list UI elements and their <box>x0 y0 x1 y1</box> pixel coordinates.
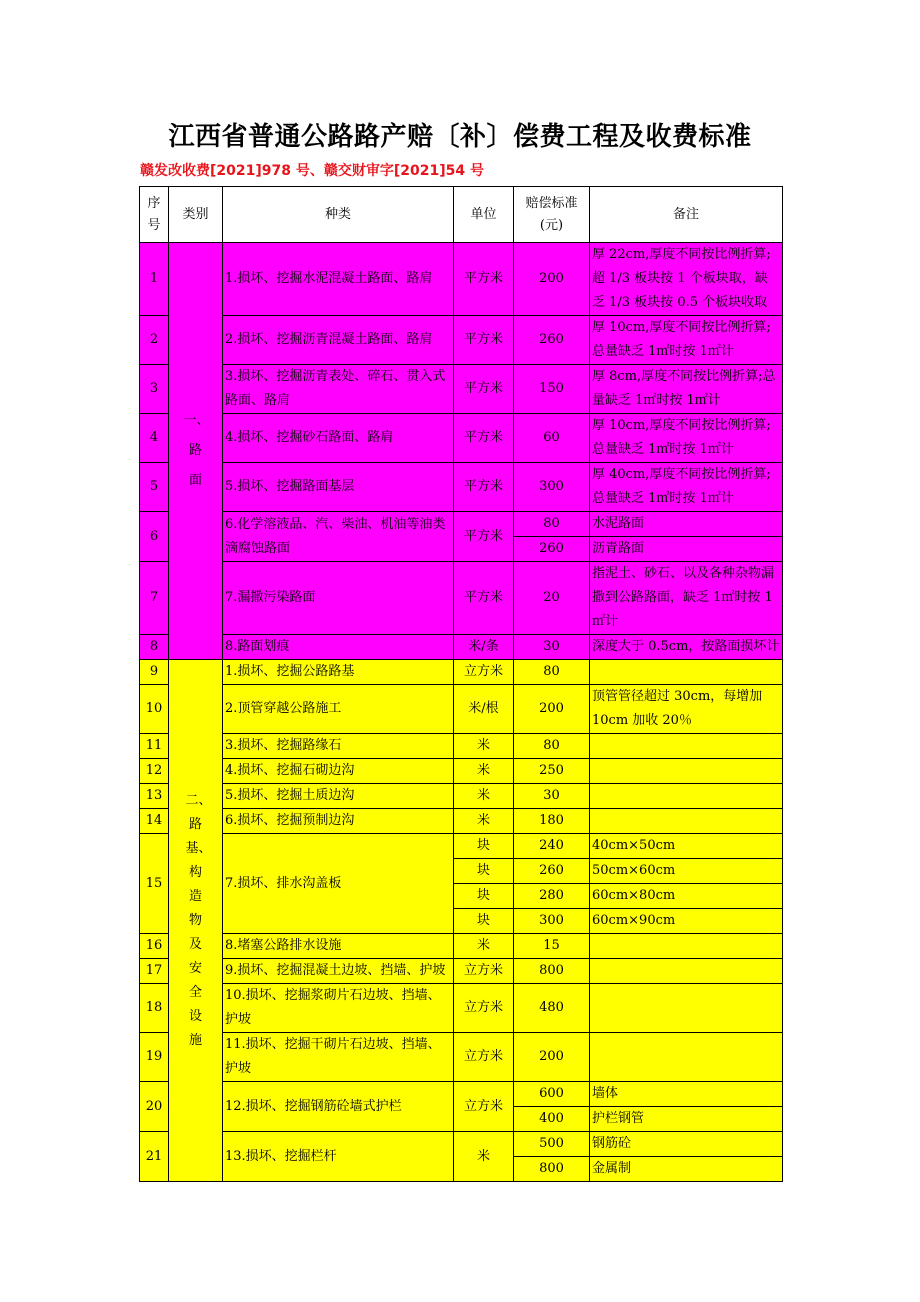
row-kind: 10.损坏、挖掘浆砌片石边坡、挡墙、护坡 <box>223 984 454 1033</box>
row-kind: 3.损坏、挖掘路缘石 <box>223 734 454 759</box>
row-seq: 8 <box>140 635 169 660</box>
row-note: 60cm×90cm <box>590 909 783 934</box>
row-kind: 4.损坏、挖掘石砌边沟 <box>223 759 454 784</box>
row-price: 180 <box>514 809 590 834</box>
page-title: 江西省普通公路路产赔〔补〕偿费工程及收费标准 <box>168 122 752 152</box>
row-unit: 米 <box>454 1132 514 1182</box>
row-kind: 3.损坏、挖掘沥青表处、碎石、贯入式路面、路肩 <box>223 365 454 414</box>
row-price: 800 <box>514 1157 590 1182</box>
table-row <box>140 562 783 635</box>
row-seq: 1 <box>140 243 169 316</box>
row-unit: 立方米 <box>454 959 514 984</box>
row-note: 厚 10cm,厚度不同按比例折算;总量缺乏 1㎡时按 1㎡计 <box>590 316 783 365</box>
row-note: 厚 40cm,厚度不同按比例折算;总量缺乏 1㎡时按 1㎡计 <box>590 463 783 512</box>
row-note: 厚 10cm,厚度不同按比例折算;总量缺乏 1㎡时按 1㎡计 <box>590 414 783 463</box>
header-seq: 序号 <box>140 187 169 243</box>
row-unit: 米 <box>454 759 514 784</box>
table-row <box>140 809 783 834</box>
row-unit: 块 <box>454 909 514 934</box>
row-price: 60 <box>514 414 590 463</box>
row-price: 800 <box>514 959 590 984</box>
table-row <box>140 463 783 512</box>
table-row <box>140 365 783 414</box>
row-kind: 8.路面划痕 <box>223 635 454 660</box>
row-price: 260 <box>514 537 590 562</box>
table-row <box>140 316 783 365</box>
row-unit: 立方米 <box>454 1033 514 1082</box>
row-price: 15 <box>514 934 590 959</box>
row-seq: 5 <box>140 463 169 512</box>
row-price: 150 <box>514 365 590 414</box>
row-price: 260 <box>514 859 590 884</box>
row-note: 护栏钢管 <box>590 1107 783 1132</box>
table-row <box>140 834 783 859</box>
row-seq: 16 <box>140 934 169 959</box>
row-seq: 11 <box>140 734 169 759</box>
row-note: 墙体 <box>590 1082 783 1107</box>
row-seq: 21 <box>140 1132 169 1182</box>
row-price: 80 <box>514 734 590 759</box>
fee-standard-table <box>139 186 783 1182</box>
row-note: 沥青路面 <box>590 537 783 562</box>
row-seq: 20 <box>140 1082 169 1132</box>
row-unit: 平方米 <box>454 562 514 635</box>
row-unit: 米 <box>454 784 514 809</box>
row-kind: 9.损坏、挖掘混凝土边坡、挡墙、护坡 <box>223 959 454 984</box>
row-note <box>590 984 783 1033</box>
table-row <box>140 685 783 734</box>
row-note <box>590 660 783 685</box>
table-row <box>140 512 783 537</box>
row-price: 200 <box>514 685 590 734</box>
row-price: 80 <box>514 512 590 537</box>
row-price: 300 <box>514 463 590 512</box>
row-note: 50cm×60cm <box>590 859 783 884</box>
row-note: 水泥路面 <box>590 512 783 537</box>
row-price: 600 <box>514 1082 590 1107</box>
row-seq: 6 <box>140 512 169 562</box>
row-price: 30 <box>514 784 590 809</box>
row-note <box>590 784 783 809</box>
row-kind: 5.损坏、挖掘路面基层 <box>223 463 454 512</box>
row-price: 300 <box>514 909 590 934</box>
row-note: 60cm×80cm <box>590 884 783 909</box>
row-seq: 12 <box>140 759 169 784</box>
row-seq: 13 <box>140 784 169 809</box>
row-price: 500 <box>514 1132 590 1157</box>
row-seq: 3 <box>140 365 169 414</box>
row-unit: 块 <box>454 834 514 859</box>
row-note: 厚 8cm,厚度不同按比例折算;总量缺乏 1㎡时按 1㎡计 <box>590 365 783 414</box>
row-kind: 8.堵塞公路排水设施 <box>223 934 454 959</box>
row-unit: 平方米 <box>454 414 514 463</box>
row-note: 40cm×50cm <box>590 834 783 859</box>
row-kind: 7.损坏、排水沟盖板 <box>223 834 454 934</box>
row-price: 30 <box>514 635 590 660</box>
table-row <box>140 959 783 984</box>
document-reference: 赣发改收费[2021]978 号、赣交财审字[2021]54 号 <box>140 163 484 179</box>
table-row <box>140 635 783 660</box>
header-kind: 种类 <box>223 187 454 243</box>
row-kind: 6.化学溶液品、汽、柴油、机油等油类滴腐蚀路面 <box>223 512 454 562</box>
row-kind: 1.损坏、挖掘水泥混凝土路面、路肩 <box>223 243 454 316</box>
header-category: 类别 <box>169 187 223 243</box>
row-seq: 4 <box>140 414 169 463</box>
row-kind: 5.损坏、挖掘土质边沟 <box>223 784 454 809</box>
row-price: 240 <box>514 834 590 859</box>
header-note: 备注 <box>590 187 783 243</box>
row-seq: 19 <box>140 1033 169 1082</box>
table-row <box>140 1132 783 1157</box>
row-kind: 4.损坏、挖掘砂石路面、路肩 <box>223 414 454 463</box>
row-seq: 9 <box>140 660 169 685</box>
row-unit: 平方米 <box>454 512 514 562</box>
row-kind: 1.损坏、挖掘公路路基 <box>223 660 454 685</box>
row-unit: 块 <box>454 884 514 909</box>
row-kind: 13.损坏、挖掘栏杆 <box>223 1132 454 1182</box>
table-row <box>140 784 783 809</box>
row-seq: 15 <box>140 834 169 934</box>
row-price: 20 <box>514 562 590 635</box>
row-note: 金属制 <box>590 1157 783 1182</box>
row-price: 80 <box>514 660 590 685</box>
row-unit: 米 <box>454 734 514 759</box>
row-unit: 米 <box>454 809 514 834</box>
row-unit: 平方米 <box>454 316 514 365</box>
table-row <box>140 734 783 759</box>
row-price: 200 <box>514 243 590 316</box>
row-note <box>590 734 783 759</box>
row-kind: 12.损坏、挖掘钢筋砼墙式护栏 <box>223 1082 454 1132</box>
row-kind: 2.顶管穿越公路施工 <box>223 685 454 734</box>
row-price: 400 <box>514 1107 590 1132</box>
header-standard: 赔偿标准(元) <box>514 187 590 243</box>
row-note <box>590 959 783 984</box>
row-unit: 立方米 <box>454 660 514 685</box>
table-row <box>140 243 783 316</box>
row-seq: 10 <box>140 685 169 734</box>
row-unit: 平方米 <box>454 463 514 512</box>
row-seq: 7 <box>140 562 169 635</box>
row-note: 厚 22cm,厚度不同按比例折算;超 1/3 板块按 1 个板块取，缺乏 1/3 板块按 0.5 个板块收取 <box>590 243 783 316</box>
category-roadbed-structures: 二、路基、构造物及安全设施 <box>169 660 223 1182</box>
table-row <box>140 1033 783 1082</box>
row-unit: 立方米 <box>454 984 514 1033</box>
row-seq: 2 <box>140 316 169 365</box>
row-price: 260 <box>514 316 590 365</box>
row-kind: 6.损坏、挖掘预制边沟 <box>223 809 454 834</box>
row-seq: 14 <box>140 809 169 834</box>
row-unit: 米/条 <box>454 635 514 660</box>
row-unit: 平方米 <box>454 243 514 316</box>
table-row <box>140 984 783 1033</box>
row-note <box>590 1033 783 1082</box>
table-row <box>140 934 783 959</box>
row-price: 250 <box>514 759 590 784</box>
row-unit: 立方米 <box>454 1082 514 1132</box>
row-price: 280 <box>514 884 590 909</box>
row-note: 深度大于 0.5cm，按路面损坏计 <box>590 635 783 660</box>
row-price: 200 <box>514 1033 590 1082</box>
row-note: 指泥土、砂石、以及各种杂物漏撒到公路路面，缺乏 1㎡时按 1㎡计 <box>590 562 783 635</box>
header-unit: 单位 <box>454 187 514 243</box>
row-kind: 2.损坏、挖掘沥青混凝土路面、路肩 <box>223 316 454 365</box>
row-note <box>590 759 783 784</box>
category-road-surface: 一、路面 <box>169 243 223 660</box>
table-header-row <box>140 187 783 243</box>
table-row <box>140 1082 783 1107</box>
row-unit: 平方米 <box>454 365 514 414</box>
row-note: 钢筋砼 <box>590 1132 783 1157</box>
row-note <box>590 809 783 834</box>
row-seq: 17 <box>140 959 169 984</box>
row-unit: 米 <box>454 934 514 959</box>
row-price: 480 <box>514 984 590 1033</box>
row-note: 顶管管径超过 30cm，每增加 10cm 加收 20％ <box>590 685 783 734</box>
table-row <box>140 414 783 463</box>
row-kind: 11.损坏、挖掘干砌片石边坡、挡墙、护坡 <box>223 1033 454 1082</box>
row-unit: 米/根 <box>454 685 514 734</box>
row-note <box>590 934 783 959</box>
row-kind: 7.漏撒污染路面 <box>223 562 454 635</box>
table-row <box>140 660 783 685</box>
table-row <box>140 759 783 784</box>
row-seq: 18 <box>140 984 169 1033</box>
row-unit: 块 <box>454 859 514 884</box>
